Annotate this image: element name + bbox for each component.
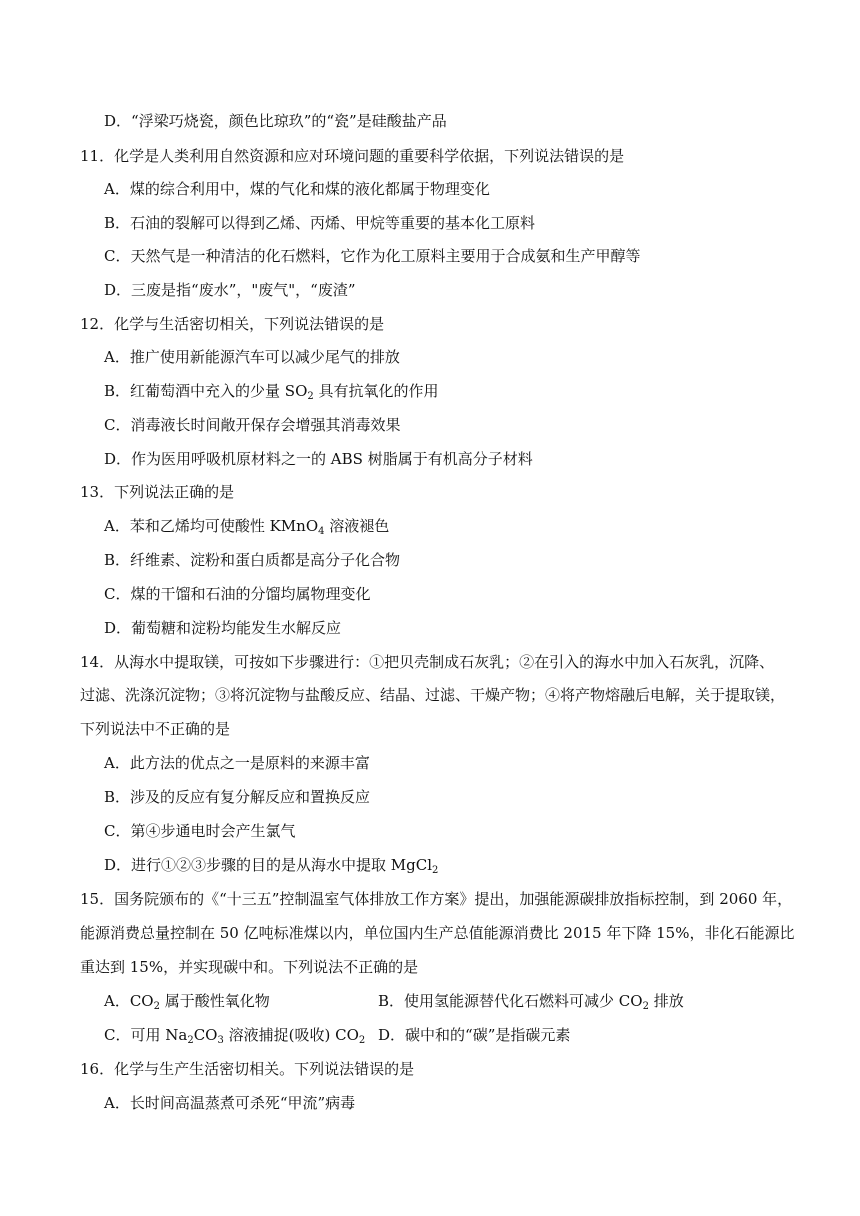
q14-option-a: A．此方法的优点之一是原料的来源丰富	[104, 754, 370, 772]
q15-stem-line2: 能源消费总量控制在 50 亿吨标准煤以内，单位国内生产总值能源消费比 2015 年下降 15%，非化石能源比	[80, 924, 795, 942]
q12-option-c: C．消毒液长时间敞开保存会增强其消毒效果	[104, 416, 401, 434]
q14-option-b: B．涉及的反应有复分解反应和置换反应	[104, 788, 371, 806]
q13-stem: 13．下列说法正确的是	[80, 483, 235, 501]
q14-option-d: D．进行①②③步骤的目的是从海水中提取 MgCl$_2$	[104, 856, 439, 876]
q16-option-a: A．长时间高温蒸煮可杀死“甲流”病毒	[104, 1094, 356, 1112]
q12-option-b: B．红葡萄酒中充入的少量 $SO_2$ 具有抗氧化的作用	[104, 382, 439, 402]
q15-option-c: C．可用 $Na_2CO_3$ 溶液捕捉(吸收) $CO_2$	[104, 1026, 366, 1046]
q13-option-a: A．苯和乙烯均可使酸性 KMnO$_4$ 溶液褪色	[104, 517, 390, 537]
q14-stem-line1: 14．从海水中提取镁，可按如下步骤进行：①把贝壳制成石灰乳；②在引入的海水中加入石灰乳，沉降、	[80, 653, 775, 671]
q11-stem: 11．化学是人类利用自然资源和应对环境问题的重要科学依据，下列说法错误的是	[80, 147, 625, 165]
q11-option-c: C．天然气是一种清洁的化石燃料，它作为化工原料主要用于合成氨和生产甲醇等	[104, 247, 641, 265]
q12-option-d: D．作为医用呼吸机原材料之一的 ABS 树脂属于有机高分子材料	[104, 450, 533, 468]
q15-stem-line1: 15．国务院颁布的《“十三五”控制温室气体排放工作方案》提出，加强能源碳排放指标控制，到 2060 年，	[80, 890, 793, 908]
q13-option-c: C．煤的干馏和石油的分馏均属物理变化	[104, 585, 371, 603]
q16-stem: 16．化学与生产生活密切相关。下列说法错误的是	[80, 1060, 415, 1078]
q14-option-c: C．第④步通电时会产生氯气	[104, 822, 296, 840]
q15-stem-line3: 重达到 15%，并实现碳中和。下列说法不正确的是	[80, 958, 419, 976]
q13-option-d: D．葡萄糖和淀粉均能发生水解反应	[104, 619, 342, 637]
q15-option-d: D．碳中和的“碳”是指碳元素	[378, 1026, 571, 1044]
q11-option-a: A．煤的综合利用中，煤的气化和煤的液化都属于物理变化	[104, 180, 490, 198]
q10-option-d: D．“浮梁巧烧瓷，颜色比琼玖”的“瓷”是硅酸盐产品	[104, 112, 447, 130]
q15-option-b: B．使用氢能源替代化石燃料可减少 $CO_2$ 排放	[378, 992, 684, 1012]
q15-option-a: A．$CO_2$ 属于酸性氧化物	[104, 992, 270, 1012]
q13-option-b: B．纤维素、淀粉和蛋白质都是高分子化合物	[104, 551, 401, 569]
q11-option-b: B．石油的裂解可以得到乙烯、丙烯、甲烷等重要的基本化工原料	[104, 214, 536, 232]
q12-option-a: A．推广使用新能源汽车可以减少尾气的排放	[104, 348, 400, 366]
q14-stem-line3: 下列说法中不正确的是	[80, 720, 231, 738]
q12-stem: 12．化学与生活密切相关，下列说法错误的是	[80, 315, 385, 333]
q14-stem-line2: 过滤、洗涤沉淀物；③将沉淀物与盐酸反应、结晶、过滤、干燥产物；④将产物熔融后电解，关于提取镁，	[80, 686, 786, 704]
q11-option-d: D．三废是指“废水”，"废气"，“废渣”	[104, 281, 356, 299]
